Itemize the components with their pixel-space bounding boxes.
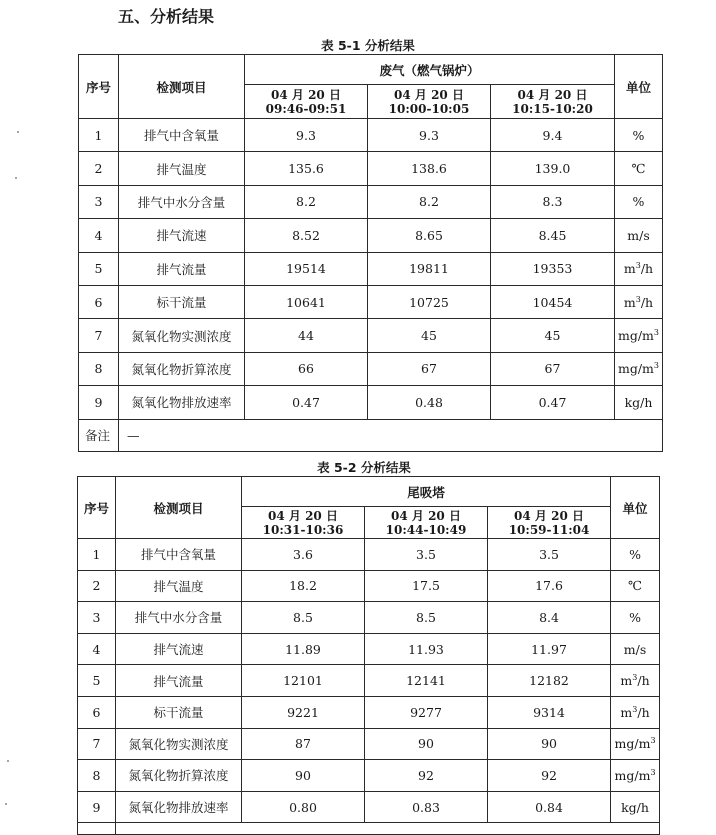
note-label: 备注 bbox=[79, 419, 119, 451]
row-value: 19811 bbox=[368, 252, 491, 285]
row-value: 8.65 bbox=[368, 219, 491, 252]
header-sample-time: 04 月 20 日 10:31-10:36 bbox=[242, 507, 365, 539]
scan-speck bbox=[5, 803, 7, 805]
row-index: 5 bbox=[78, 665, 116, 697]
row-item: 排气中含氧量 bbox=[116, 539, 242, 571]
header-index: 序号 bbox=[79, 55, 119, 119]
row-value: 0.83 bbox=[365, 791, 488, 823]
row-item: 排气流量 bbox=[119, 252, 245, 285]
header-sample-time: 04 月 20 日 10:00-10:05 bbox=[368, 85, 491, 119]
row-item: 排气中含氧量 bbox=[119, 119, 245, 152]
table-row bbox=[79, 319, 663, 352]
row-value: 9314 bbox=[488, 696, 611, 728]
table-row bbox=[78, 696, 660, 728]
row-item: 排气流量 bbox=[116, 665, 242, 697]
row-value: 92 bbox=[365, 760, 488, 792]
row-value: 19353 bbox=[491, 252, 615, 285]
row-index: 2 bbox=[79, 152, 119, 185]
row-value: 10454 bbox=[491, 285, 615, 318]
row-item: 排气温度 bbox=[116, 570, 242, 602]
row-value: 10725 bbox=[368, 285, 491, 318]
row-unit: % bbox=[615, 119, 663, 152]
row-value: 3.5 bbox=[488, 539, 611, 571]
row-item: 排气流速 bbox=[119, 219, 245, 252]
header-sample-time: 04 月 20 日 10:59-11:04 bbox=[488, 507, 611, 539]
row-index: 1 bbox=[79, 119, 119, 152]
analysis-table-2 bbox=[77, 476, 660, 835]
table-row bbox=[78, 791, 660, 823]
row-unit: ℃ bbox=[611, 570, 660, 602]
table-row bbox=[79, 152, 663, 185]
table-row bbox=[78, 728, 660, 760]
row-value: 138.6 bbox=[368, 152, 491, 185]
row-unit: $mg/m^3$ bbox=[611, 760, 660, 792]
row-index: 3 bbox=[78, 602, 116, 634]
row-index: 5 bbox=[79, 252, 119, 285]
row-value: 8.3 bbox=[491, 185, 615, 218]
row-index: 8 bbox=[79, 352, 119, 385]
row-item: 排气中水分含量 bbox=[116, 602, 242, 634]
row-item: 标干流量 bbox=[119, 285, 245, 318]
row-value: 0.80 bbox=[242, 791, 365, 823]
header-sample-time: 04 月 20 日 10:15-10:20 bbox=[491, 85, 615, 119]
header-item: 检测项目 bbox=[119, 55, 245, 119]
row-unit: m/s bbox=[611, 633, 660, 665]
row-item: 排气中水分含量 bbox=[119, 185, 245, 218]
row-unit: kg/h bbox=[611, 791, 660, 823]
row-item: 氮氧化物排放速率 bbox=[116, 791, 242, 823]
row-value: 8.45 bbox=[491, 219, 615, 252]
row-value: 66 bbox=[245, 352, 368, 385]
row-value: 90 bbox=[242, 760, 365, 792]
header-sample-time: 04 月 20 日 10:44-10:49 bbox=[365, 507, 488, 539]
table-row bbox=[79, 119, 663, 152]
row-index: 9 bbox=[78, 791, 116, 823]
row-unit: ℃ bbox=[615, 152, 663, 185]
row-value: 0.48 bbox=[368, 386, 491, 419]
row-index: 4 bbox=[78, 633, 116, 665]
row-item: 标干流量 bbox=[116, 696, 242, 728]
table-row bbox=[79, 352, 663, 385]
row-unit: $m^3/h$ bbox=[611, 665, 660, 697]
table-row bbox=[78, 602, 660, 634]
row-value: 10641 bbox=[245, 285, 368, 318]
row-value: 9277 bbox=[365, 696, 488, 728]
row-index: 1 bbox=[78, 539, 116, 571]
row-value: 139.0 bbox=[491, 152, 615, 185]
row-unit: % bbox=[611, 602, 660, 634]
row-value: 135.6 bbox=[245, 152, 368, 185]
table-row bbox=[79, 386, 663, 419]
row-value: 8.4 bbox=[488, 602, 611, 634]
row-value: 0.84 bbox=[488, 791, 611, 823]
row-index: 4 bbox=[79, 219, 119, 252]
row-value: 90 bbox=[365, 728, 488, 760]
header-item: 检测项目 bbox=[116, 477, 242, 539]
table-1-caption: 表 5-1 分析结果 bbox=[321, 38, 415, 53]
row-unit: % bbox=[615, 185, 663, 218]
row-value: 67 bbox=[368, 352, 491, 385]
row-value: 0.47 bbox=[491, 386, 615, 419]
row-value: 8.5 bbox=[242, 602, 365, 634]
table-2-caption: 表 5-2 分析结果 bbox=[317, 460, 411, 475]
row-value: 67 bbox=[491, 352, 615, 385]
header-unit: 单位 bbox=[615, 55, 663, 119]
table-row bbox=[78, 539, 660, 571]
row-item: 氮氧化物实测浓度 bbox=[116, 728, 242, 760]
row-item: 氮氧化物排放速率 bbox=[119, 386, 245, 419]
header-source: 废气（燃气锅炉） bbox=[245, 55, 615, 85]
row-index: 3 bbox=[79, 185, 119, 218]
note-value: — bbox=[119, 419, 663, 451]
row-index: 7 bbox=[78, 728, 116, 760]
scan-speck bbox=[15, 177, 17, 179]
row-item: 氮氧化物实测浓度 bbox=[119, 319, 245, 352]
analysis-table-1 bbox=[78, 54, 663, 452]
row-item: 排气温度 bbox=[119, 152, 245, 185]
section-title: 五、分析结果 bbox=[118, 7, 215, 26]
row-value: 8.2 bbox=[368, 185, 491, 218]
row-value: 8.5 bbox=[365, 602, 488, 634]
row-value: 19514 bbox=[245, 252, 368, 285]
header-source: 尾吸塔 bbox=[242, 477, 611, 507]
row-value: 9.3 bbox=[245, 119, 368, 152]
row-value: 12182 bbox=[488, 665, 611, 697]
row-index: 8 bbox=[78, 760, 116, 792]
row-value: 3.5 bbox=[365, 539, 488, 571]
table-row bbox=[78, 760, 660, 792]
table-row bbox=[78, 570, 660, 602]
row-value: 11.89 bbox=[242, 633, 365, 665]
scan-speck bbox=[17, 131, 19, 133]
row-value: 90 bbox=[488, 728, 611, 760]
row-unit: $m^3/h$ bbox=[615, 252, 663, 285]
row-unit: $m^3/h$ bbox=[611, 696, 660, 728]
scan-speck bbox=[7, 760, 9, 762]
row-item: 氮氧化物折算浓度 bbox=[119, 352, 245, 385]
row-index: 6 bbox=[79, 285, 119, 318]
row-value: 11.93 bbox=[365, 633, 488, 665]
header-index: 序号 bbox=[78, 477, 116, 539]
table-row bbox=[78, 633, 660, 665]
row-unit: $mg/m^3$ bbox=[611, 728, 660, 760]
row-value: 9221 bbox=[242, 696, 365, 728]
row-value: 17.6 bbox=[488, 570, 611, 602]
row-index: 6 bbox=[78, 696, 116, 728]
row-index: 9 bbox=[79, 386, 119, 419]
row-value: 12141 bbox=[365, 665, 488, 697]
row-value: 87 bbox=[242, 728, 365, 760]
table-row bbox=[79, 285, 663, 318]
row-value: 8.52 bbox=[245, 219, 368, 252]
row-unit: kg/h bbox=[615, 386, 663, 419]
row-value: 12101 bbox=[242, 665, 365, 697]
row-unit: $m^3/h$ bbox=[615, 285, 663, 318]
table-row bbox=[79, 185, 663, 218]
table-row bbox=[79, 219, 663, 252]
table-row bbox=[78, 665, 660, 697]
header-sample-time: 04 月 20 日 09:46-09:51 bbox=[245, 85, 368, 119]
row-unit: m/s bbox=[615, 219, 663, 252]
row-item: 氮氧化物折算浓度 bbox=[116, 760, 242, 792]
row-unit: $mg/m^3$ bbox=[615, 352, 663, 385]
table-row bbox=[79, 252, 663, 285]
row-value: 17.5 bbox=[365, 570, 488, 602]
header-unit: 单位 bbox=[611, 477, 660, 539]
row-index: 2 bbox=[78, 570, 116, 602]
row-value: 44 bbox=[245, 319, 368, 352]
row-index: 7 bbox=[79, 319, 119, 352]
row-value: 92 bbox=[488, 760, 611, 792]
row-value: 45 bbox=[491, 319, 615, 352]
row-item: 排气流速 bbox=[116, 633, 242, 665]
row-value: 8.2 bbox=[245, 185, 368, 218]
row-unit: $mg/m^3$ bbox=[615, 319, 663, 352]
row-value: 3.6 bbox=[242, 539, 365, 571]
row-value: 9.3 bbox=[368, 119, 491, 152]
row-value: 9.4 bbox=[491, 119, 615, 152]
row-value: 0.47 bbox=[245, 386, 368, 419]
row-unit: % bbox=[611, 539, 660, 571]
row-value: 11.97 bbox=[488, 633, 611, 665]
row-value: 45 bbox=[368, 319, 491, 352]
row-value: 18.2 bbox=[242, 570, 365, 602]
